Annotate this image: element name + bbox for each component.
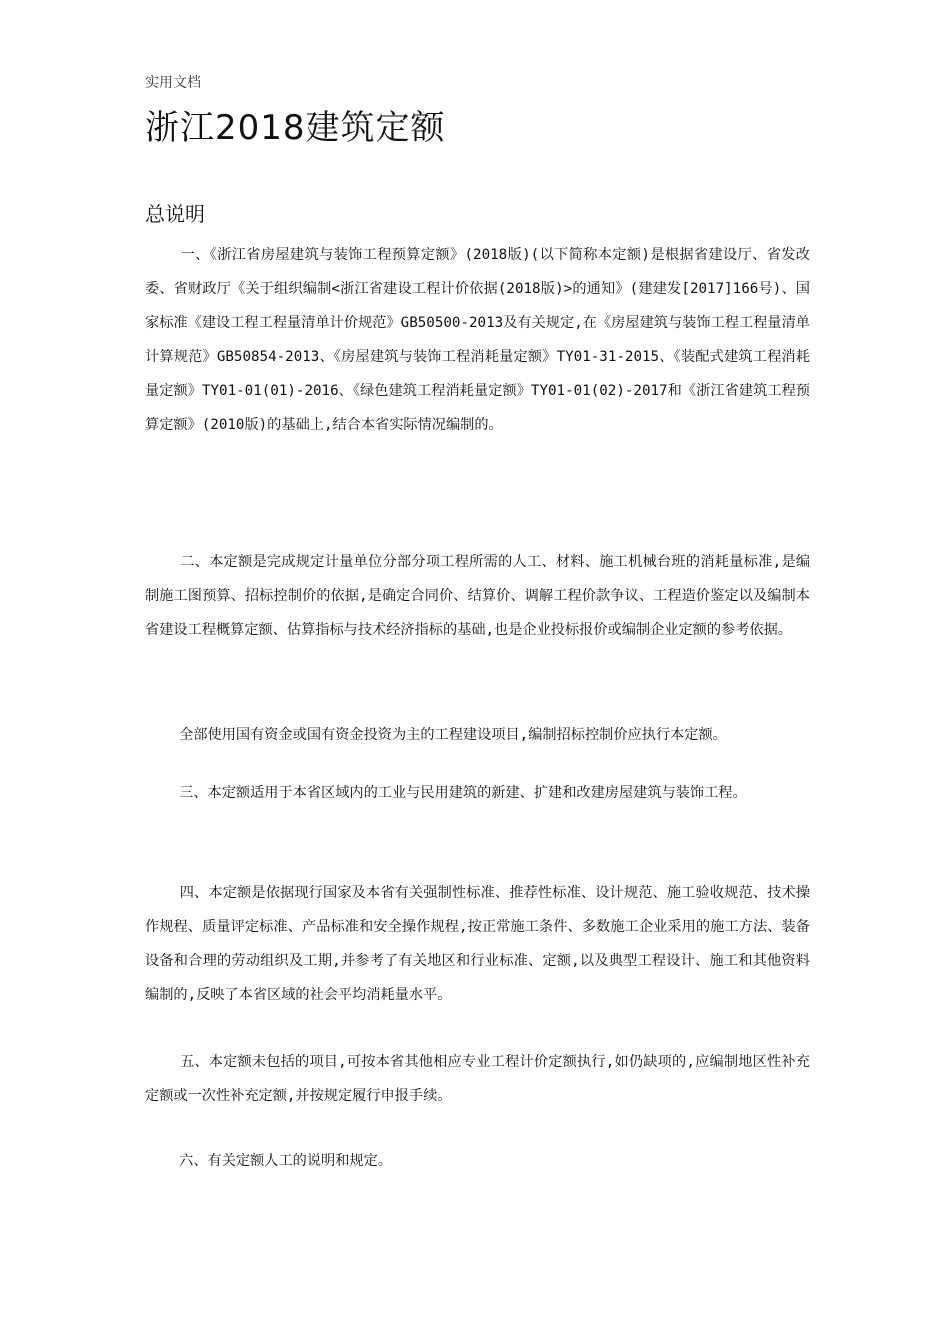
paragraph-1: 一、《浙江省房屋建筑与装饰工程预算定额》(2018版)(以下简称本定额)是根据省建设厅、省发改委、省财政厅《关于组织编制<浙江省建设工程计价依据(2018版)>的通知》(建建发[2017]166号)、国家标准《建设工程工程量清单计价规范》GB50500-2013及有关规定,在《房屋建筑与装饰工程工程量清单计算规范》GB50854-2013、《房屋建筑与装饰工程消耗量定额》TY01-31-2015、《装配式建筑工程消耗量定额》TY01-01(01)-2016、《绿色建筑工程消耗量定额》TY01-01(02)-2017和《浙江省建筑工程预算定额》(2010版)的基础上,结合本省实际情况编制的。 bbox=[145, 247, 810, 433]
paragraph-2: 二、本定额是完成规定计量单位分部分项工程所需的人工、材料、施工机械台班的消耗量标准,是编制施工图预算、招标控制价的依据,是确定合同价、结算价、调解工程价款争议、工程造价鉴定以及编制本省建设工程概算定额、估算指标与技术经济指标的基础,也是企业投标报价或编制企业定额的参考依据。 bbox=[145, 554, 811, 638]
paragraph-6: 五、本定额未包括的项目,可按本省其他相应专业工程计价定额执行,如仍缺项的,应编制地区性补充定额或一次性补充定额,并按规定履行申报手续。 bbox=[145, 1054, 810, 1104]
paragraph-3: 全部使用国有资金或国有资金投资为主的工程建设项目,编制招标控制价应执行本定额。 bbox=[145, 727, 727, 743]
paragraph-4: 三、本定额适用于本省区域内的工业与民用建筑的新建、扩建和改建房屋建筑与装饰工程。 bbox=[145, 785, 747, 801]
section-heading: 总说明 bbox=[145, 202, 205, 226]
header-label: 实用文档 bbox=[145, 75, 201, 91]
paragraph-5: 四、本定额是依据现行国家及本省有关强制性标准、推荐性标准、设计规范、施工验收规范、技术操作规程、质量评定标准、产品标准和安全操作规程,按正常施工条件、多数施工企业采用的施工方法、装备设备和合理的劳动组织及工期,并参考了有关地区和行业标准、定额,以及典型工程设计、施工和其他资料编制的,反映了本省区域的社会平均消耗量水平。 bbox=[145, 885, 810, 1003]
document-title: 浙江2018建筑定额 bbox=[145, 108, 446, 148]
paragraph-7: 六、有关定额人工的说明和规定。 bbox=[145, 1153, 392, 1169]
